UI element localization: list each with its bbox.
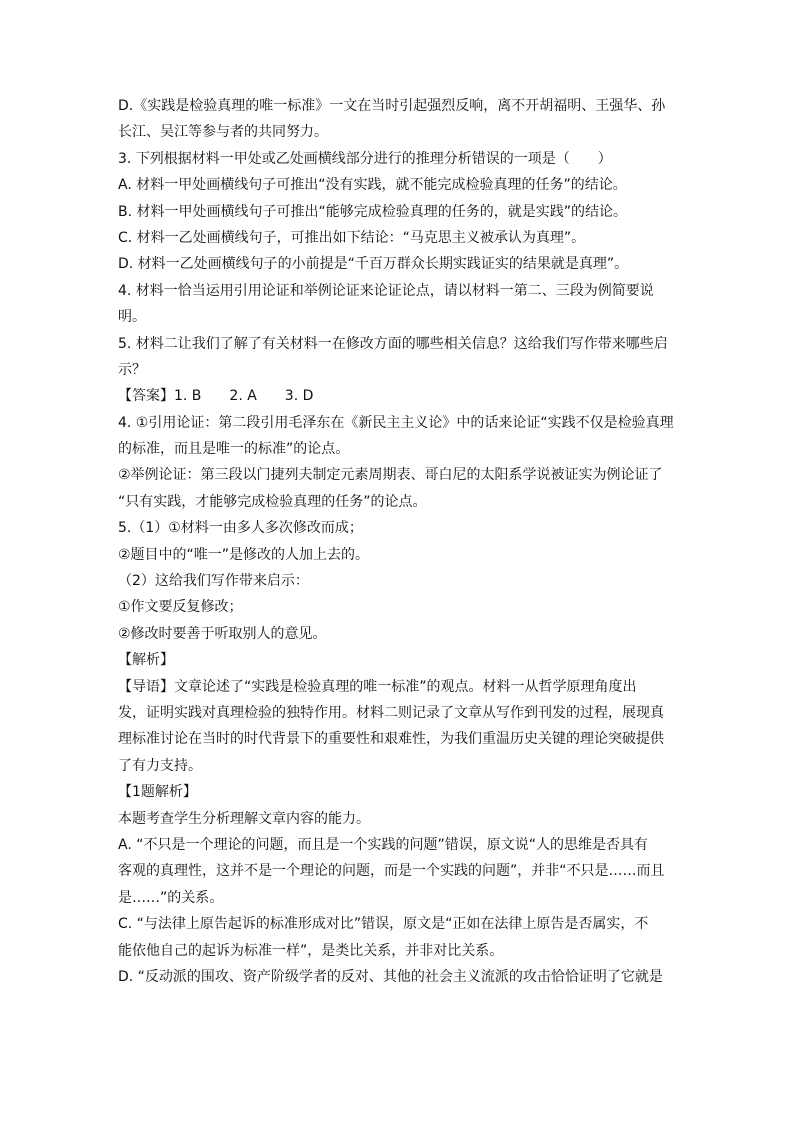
question-3-stem: 3. 下列根据材料一甲处或乙处画横线部分进行的推理分析错误的一项是（ ） bbox=[118, 150, 612, 167]
text-line: 长江、吴江等参与者的共同努力。 bbox=[118, 124, 328, 141]
text-line: 发，证明实践对真理检验的独特作用。材料二则记录了文章从写作到刊发的过程，展现真 bbox=[118, 704, 664, 721]
question-5-stem: 5. 材料二让我们了解了有关材料一在修改方面的哪些相关信息？这给我们写作带来哪些启 bbox=[118, 335, 668, 352]
document-page bbox=[118, 93, 678, 990]
text-line: 是……”的关系。 bbox=[118, 889, 224, 906]
text-line: （2）这给我们写作带来启示： bbox=[118, 573, 309, 590]
text-line: ②举例论证：第三段以门捷列夫制定元素周期表、哥白尼的太阳系学说被证实为例论证了 bbox=[118, 467, 663, 484]
analysis-option-d: D. “反动派的围攻、资产阶级学者的反对、其他的社会主义流派的攻击恰恰证明了它就是 bbox=[118, 968, 663, 985]
text-line: 本题考查学生分析理解文章内容的能力。 bbox=[118, 810, 370, 827]
text-line: 明。 bbox=[118, 309, 146, 326]
analysis-heading: 【解析】 bbox=[118, 652, 174, 669]
question-1-analysis-heading: 【1题解析】 bbox=[118, 784, 197, 801]
question-3-option-a: A. 材料一甲处画横线句子可推出“没有实践，就不能完成检验真理的任务”的结论。 bbox=[118, 177, 627, 194]
text-line: 理标准讨论在当时的时代背景下的重要性和艰难性，为我们重温历史关键的理论突破提供 bbox=[118, 731, 664, 748]
answer-5-line: 5.（1）①材料一由多人多次修改而成； bbox=[118, 520, 363, 537]
text-line: 的标准，而且是唯一的标准”的论点。 bbox=[118, 441, 350, 458]
answer-heading: 【答案】1. B 2. A 3. D bbox=[118, 388, 314, 405]
question-3-option-b: B. 材料一甲处画横线句子可推出“能够完成检验真理的任务的，就是实践”的结论。 bbox=[118, 203, 628, 220]
text-line: ①作文要反复修改； bbox=[118, 599, 243, 616]
question-3-option-c: C. 材料一乙处画横线句子，可推出如下结论：“马克思主义被承认为真理”。 bbox=[118, 229, 586, 246]
question-4-stem: 4. 材料一恰当运用引用论证和举例论证来论证论点，请以材料一第二、三段为例简要说 bbox=[118, 282, 654, 299]
text-line: ②修改时要善于听取别人的意见。 bbox=[118, 625, 327, 642]
text-line: 客观的真理性，这并不是一个理论的问题，而是一个实践的问题”，并非“不只是……而且 bbox=[118, 863, 665, 880]
text-line: “只有实践，才能够完成检验真理的任务”的论点。 bbox=[118, 493, 427, 510]
text-line: 能依他自己的起诉为标准一样”，是类比关系，并非对比关系。 bbox=[118, 942, 504, 959]
guide-paragraph-line: 【导语】文章论述了“实践是检验真理的唯一标准”的观点。材料一从哲学原理角度出 bbox=[118, 678, 637, 695]
question-3-option-d: D. 材料一乙处画横线句子的小前提是“千百万群众长期实践证实的结果就是真理”。 bbox=[118, 256, 629, 273]
text-line: ②题目中的“唯一”是修改的人加上去的。 bbox=[118, 546, 370, 563]
text-line: 了有力支持。 bbox=[118, 757, 202, 774]
analysis-option-c: C. “与法律上原告起诉的标准形成对比”错误，原文是“正如在法律上原告是否属实，不 bbox=[118, 916, 649, 933]
text-line: 示？ bbox=[118, 361, 146, 378]
answer-4-line: 4. ①引用论证：第二段引用毛泽东在《新民主主义论》中的话来论证“实践不仅是检验真理 bbox=[118, 414, 674, 431]
analysis-option-a: A. “不只是一个理论的问题，而且是一个实践的问题”错误，原文说“人的思维是否具有 bbox=[118, 836, 648, 853]
text-line: D.《实践是检验真理的唯一标准》一文在当时引起强烈反响，离不开胡福明、王强华、孙 bbox=[118, 98, 666, 114]
